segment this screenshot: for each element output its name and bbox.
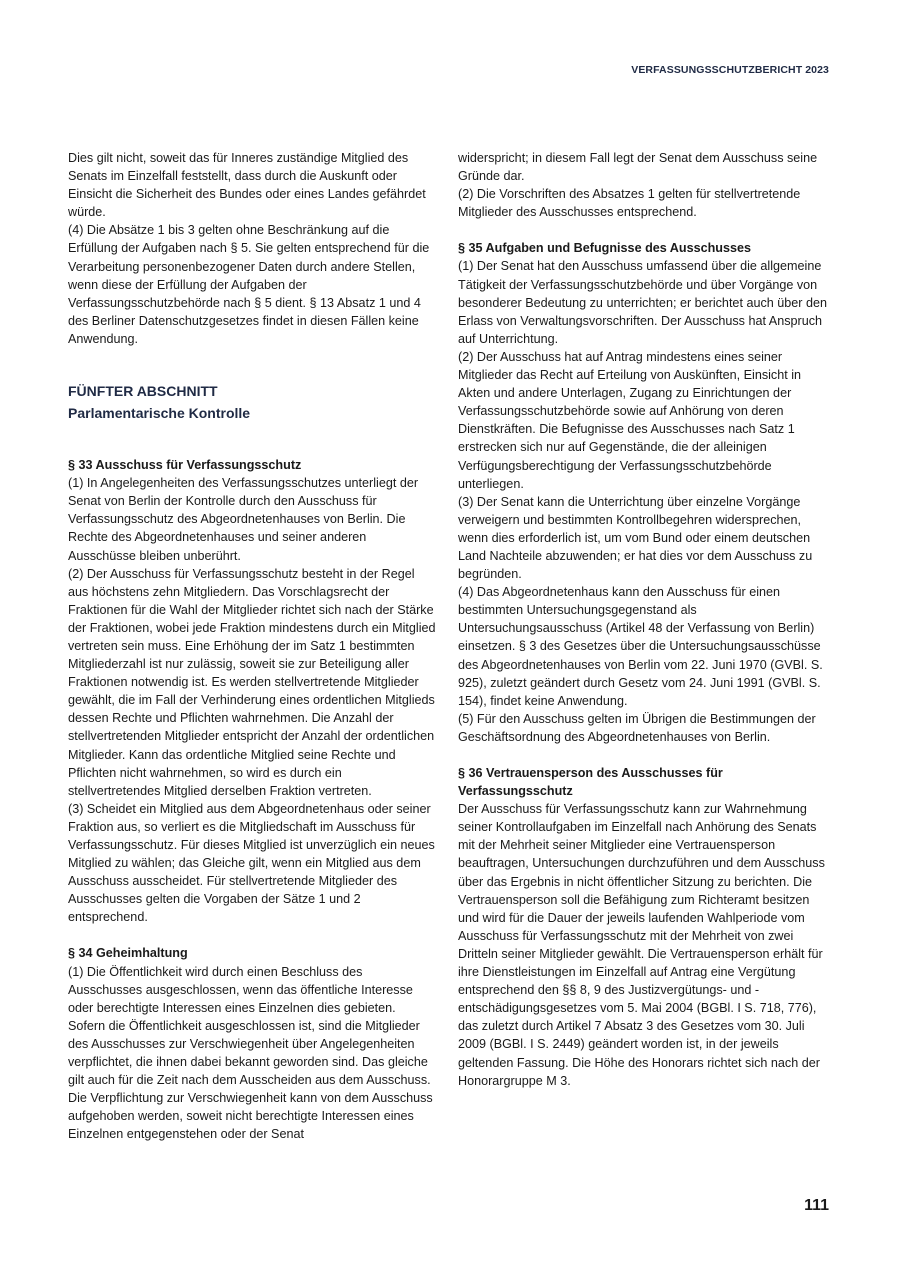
section-33-paragraph-1: (1) In Angelegenheiten des Verfassungsschutzes unterliegt der Senat von Berlin der Kontrolle durch den Ausschuss für Verfassungsschutz des Abgeordnetenhauses von Berlin. Die Rechte des Abgeordnetenhauses und seiner anderen Ausschüsse bleiben unberührt. <box>68 476 419 563</box>
section-36-title: § 36 Vertrauensperson des Ausschusses für Verfassungsschutz <box>458 766 723 799</box>
section-34-title: § 34 Geheimhaltung <box>68 946 188 961</box>
left-column <box>68 149 436 1144</box>
section-35-paragraph-2: (2) Der Ausschuss hat auf Antrag mindestens eines seiner Mitglieder das Recht auf Erteilung von Auskünften, Einsicht in Akten und andere Unterlagen, Zugang zu Einrichtungen der Verfassungsschutzbehörde sowie auf Anhörung von deren Dienstkräften. Die Befugnisse des Ausschusses nach Satz 1 erstrecken sich nur auf Gegenstände, die der alleinigen Verfügungsberechtigung der Verfassungsschutzbehörde unterliegen. <box>458 349 802 491</box>
section-35-paragraph-5: (5) Für den Ausschuss gelten im Übrigen die Bestimmungen der Geschäftsordnung des Abgeordnetenhauses von Berlin. <box>458 711 816 744</box>
section-33-paragraph-3: (3) Scheidet ein Mitglied aus dem Abgeordnetenhaus oder seiner Fraktion aus, so verliert es die Mitgliedschaft im Ausschuss für Verfassungsschutz. Für dieses Mitglied ist unverzüglich ein neues Mitglied zu wählen; das Gleiche gilt, wenn ein Mitglied aus dem Ausschuss ausscheidet. Für stellvertretende Mitglieder des Ausschusses gelten die Vorgaben der Sätze 1 und 2 entsprechend. <box>68 801 435 925</box>
section-33-paragraph-2: (2) Der Ausschuss für Verfassungsschutz besteht in der Regel aus höchstens zehn Mitgliedern. Das Vorschlagsrecht der Fraktionen für die Wahl der Mitglieder richtet sich nach der Stärke der Fraktionen, wobei jede Fraktion mindestens durch ein Mitglied vertreten sein muss. Eine Erhöhung der im Satz 1 bestimmten Mitgliederzahl ist nur zulässig, soweit sie zur Beteiligung aller Fraktionen notwendig ist. Es werden stellvertretende Mitglieder gewählt, die im Fall der Verhinderung eines ordentlichen Mitglieds dessen Rechte und Pflichten wahrnehmen. Die Anzahl der stellvertretenden Mitglieder entspricht der Anzahl der ordentlichen Mitglieder. Kann das ordentliche Mitglied seine Rechte und Pflichten nicht wahrnehmen, so wird es durch ein stellvertretendes Mitglied derselben Fraktion vertreten. <box>68 566 436 798</box>
section-36-paragraph-1: Der Ausschuss für Verfassungsschutz kann zur Wahrnehmung seiner Kontrollaufgaben im Einzelfall nach Anhörung des Senats mit der Mehrheit seiner Mitglieder eine Vertrauensperson beauftragen, Untersuchungen durchzuführen und dem Ausschuss über das Ergebnis in nicht öffentlicher Sitzung zu berichten. Die Vertrauensperson soll die Befähigung zum Richteramt besitzen und wird für die Dauer der jeweils laufenden Wahlperiode vom Ausschuss für Verfassungsschutz mit der Mehrheit von zwei Dritteln seiner Mitglieder gewählt. Die Vertrauensperson erhält für ihre Dienstleistungen im Einzelfall auf Antrag eine Vergütung entsprechend den §§ 8, 9 des Justizvergütungs- und -entschädigungsgesetzes vom 5. Mai 2004 (BGBl. I S. 718, 776), das zuletzt durch Artikel 7 Absatz 3 des Gesetzes vom 30. Juli 2009 (BGBl. I S. 2449) geändert worden ist, in der jeweils geltenden Fassung. Die Höhe des Honorars richtet sich nach der Honorargruppe M 3. <box>458 802 825 1088</box>
running-header: VERFASSUNGSSCHUTZBERICHT 2023 <box>631 64 829 76</box>
section-35-paragraph-3: (3) Der Senat kann die Unterrichtung über einzelne Vorgänge verweigern und bestimmten Kontrollbegehren widersprechen, wenn dies erforderlich ist, um vom Bund oder einem deutschen Land Nachteile abzuwenden; er hat dies vor dem Ausschuss zu begründen. <box>458 494 813 582</box>
section-33-title: § 33 Ausschuss für Verfassungsschutz <box>68 458 302 473</box>
continuation-paragraph: widerspricht; in diesem Fall legt der Senat dem Ausschuss seine Gründe dar. <box>458 151 818 184</box>
section-34-paragraph-2: (2) Die Vorschriften des Absatzes 1 gelten für stellvertretende Mitglieder des Ausschusses entsprechend. <box>458 187 801 220</box>
chapter-heading: FÜNFTER ABSCHNITT <box>68 383 218 400</box>
page-number: 111 <box>804 1197 829 1214</box>
section-35-paragraph-4: (4) Das Abgeordnetenhaus kann den Ausschuss für einen bestimmten Untersuchungsgegenstand als Untersuchungsausschuss (Artikel 48 der Verfassung von Berlin) einsetzen. § 3 des Gesetzes über die Untersuchungsausschüsse des Abgeordnetenhauses von Berlin vom 22. Juni 1970 (GVBl. S. 925), zuletzt geändert durch Gesetz vom 24. Juni 1991 (GVBl. S. 154), findet keine Anwendung. <box>458 585 823 708</box>
right-column <box>458 149 833 1090</box>
section-35-title: § 35 Aufgaben und Befugnisse des Ausschusses <box>458 241 752 256</box>
section-35-paragraph-1: (1) Der Senat hat den Ausschuss umfassend über die allgemeine Tätigkeit der Verfassungsschutzbehörde und über Vorgänge von besonderer Bedeutung zu unterrichten; er berichtet auch über den Erlass von Verwaltungsvorschriften. Der Ausschuss hat Anspruch auf Unterrichtung. <box>458 259 827 346</box>
paragraph-4: (4) Die Absätze 1 bis 3 gelten ohne Beschränkung auf die Erfüllung der Aufgaben nach § 5. Sie gelten entsprechend für die Verarbeitung personenbezogener Daten durch andere Stellen, wenn diese der Erfüllung der Aufgaben der Verfassungsschutzbehörde nach § 5 dient. § 13 Absatz 1 und 4 des Berliner Datenschutzgesetzes findet in diesen Fällen keine Anwendung. <box>68 223 430 346</box>
section-34-paragraph-1: (1) Die Öffentlichkeit wird durch einen Beschluss des Ausschusses ausgeschlossen, wenn das öffentliche Interesse oder berechtigte Interessen eines Einzelnen dies gebieten. Sofern die Öffentlichkeit ausgeschlossen ist, sind die Mitglieder des Ausschusses zur Verschwiegenheit über Angelegenheiten verpflichtet, die ihnen dabei bekannt geworden sind. Das gleiche gilt auch für die Zeit nach dem Ausscheiden aus dem Ausschuss. Die Verpflichtung zur Verschwiegenheit kann von dem Ausschuss aufgehoben werden, soweit nicht berechtigte Interessen eines Einzelnen entgegenstehen oder der Senat <box>68 964 433 1142</box>
intro-paragraph: Dies gilt nicht, soweit das für Inneres zuständige Mitglied des Senats im Einzelfall feststellt, dass durch die Auskunft oder Einsicht die Sicherheit des Bundes oder eines Landes gefährdet würde. <box>68 151 426 220</box>
chapter-subheading: Parlamentarische Kontrolle <box>68 405 251 422</box>
